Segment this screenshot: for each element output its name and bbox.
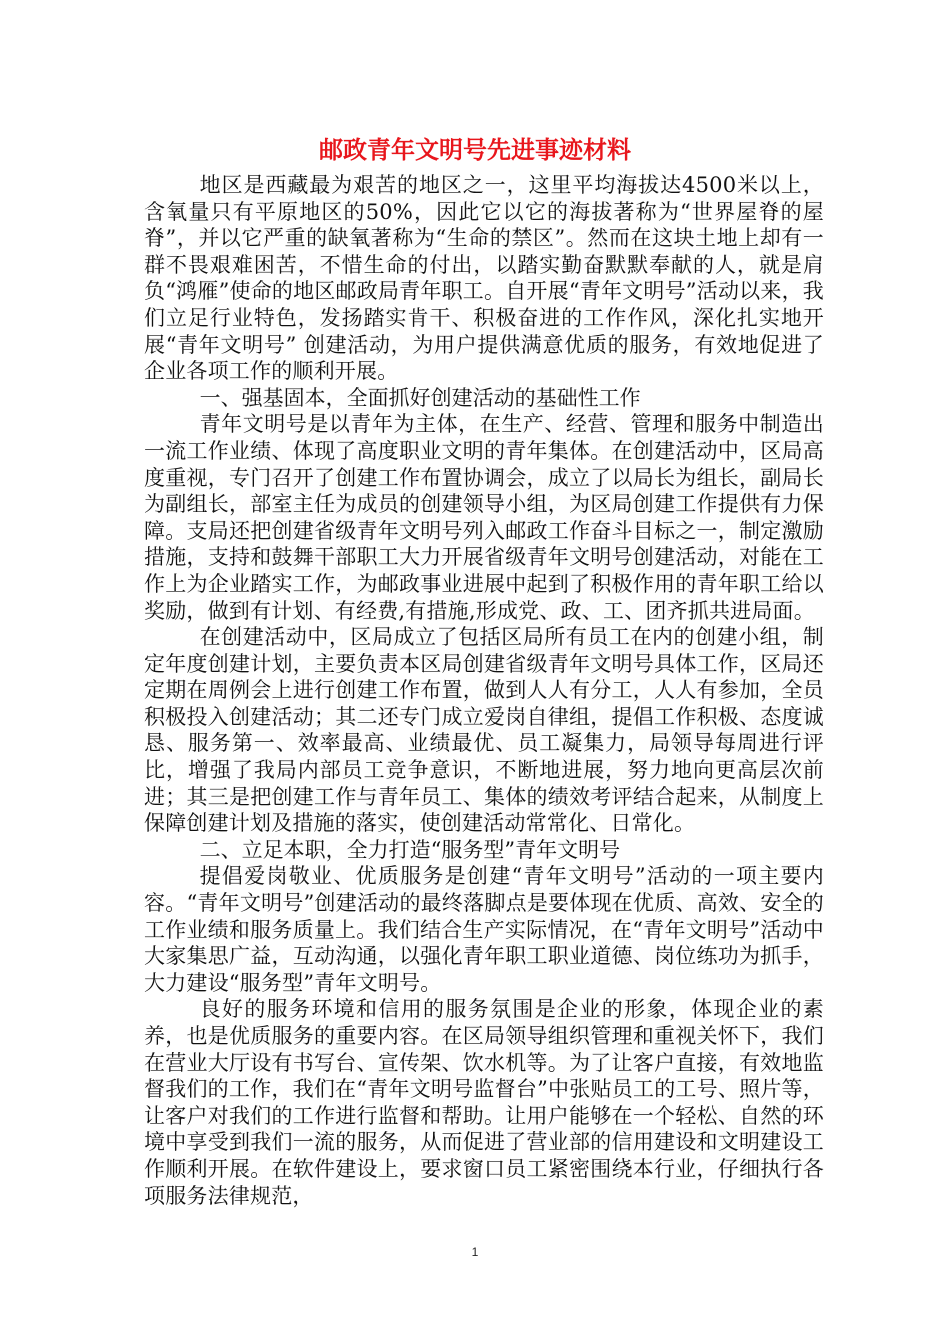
document-body [144, 172, 824, 1209]
section-heading-1: 一、强基固本，全面抓好创建活动的基础性工作 [199, 385, 641, 410]
document-title: 邮政青年文明号先进事迹材料 [319, 136, 631, 164]
page-number: 1 [471, 1245, 479, 1259]
section-2-paragraph-2: 良好的服务环境和信用的服务氛围是企业的形象，体现企业的素养，也是优质服务的重要内容。在区局领导组织管理和重视关怀下，我们在营业大厅设有书写台、宣传架、饮水机等。为了让客户直接，有效地监督我们的工作，我们在“青年文明号监督台”中张贴员工的工号、照片等，让客户对我们的工作进行监督和帮助。让用户能够在一个轻松、自然的环境中享受到我们一流的服务，从而促进了营业部的信用建设和文明建设工作顺利开展。在软件建设上，要求窗口员工紧密围绕本行业，仔细执行各项服务法律规范， [144, 997, 824, 1208]
section-1-paragraph-2: 在创建活动中，区局成立了包括区局所有员工在内的创建小组，制定年度创建计划，主要负责本区局创建省级青年文明号具体工作，区局还定期在周例会上进行创建工作布置，做到人人有分工，人人有参加，全员积极投入创建活动；其二还专门成立爱岗自律组，提倡工作积极、态度诚恳、服务第一、效率最高、业绩最优、员工凝集力，局领导每周进行评比，增强了我局内部员工竞争意识，不断地进展，努力地向更高层次前进；其三是把创建工作与青年员工、集体的绩效考评结合起来，从制度上保障创建计划及措施的落实，使创建活动常常化、日常化。 [144, 625, 824, 836]
section-1-paragraph-1: 青年文明号是以青年为主体，在生产、经营、管理和服务中制造出一流工作业绩、体现了高度职业文明的青年集体。在创建活动中，区局高度重视，专门召开了创建工作布置协调会，成立了以局长为组长，副局长为副组长，部室主任为成员的创建领导小组，为区局创建工作提供有力保障。支局还把创建省级青年文明号列入邮政工作奋斗目标之一，制定激励措施，支持和鼓舞干部职工大力开展省级青年文明号创建活动，对能在工作上为企业踏实工作，为邮政事业进展中起到了积极作用的青年职工给以奖励，做到有计划、有经费,有措施,形成党、政、工、团齐抓共进局面。 [144, 412, 824, 623]
section-2-paragraph-1: 提倡爱岗敬业、优质服务是创建“青年文明号”活动的一项主要内容。“青年文明号”创建活动的最终落脚点是要体现在优质、高效、安全的工作业绩和服务质量上。我们结合生产实际情况，在“青年文明号”活动中大家集思广益，互动沟通，以强化青年职工职业道德、岗位练功为抓手，大力建设“服务型”青年文明号。 [144, 864, 824, 995]
section-heading-2: 二、立足本职，全力打造“服务型”青年文明号 [199, 837, 621, 862]
intro-paragraph: 地区是西藏最为艰苦的地区之一，这里平均海拔达4500米以上，含氧量只有平原地区的50%，因此它以它的海拔著称为“世界屋脊的屋脊”，并以它严重的缺氧著称为“生命的禁区”。然而在这块土地上却有一群不畏艰难困苦，不惜生命的付出，以踏实勤奋默默奉献的人，就是肩负“鸿雁”使命的地区邮政局青年职工。自开展“青年文明号”活动以来，我们立足行业特色，发扬踏实肯干、积极奋进的工作作风，深化扎实地开展“青年文明号” 创建活动，为用户提供满意优质的服务，有效地促进了企业各项工作的顺利开展。 [144, 173, 824, 384]
